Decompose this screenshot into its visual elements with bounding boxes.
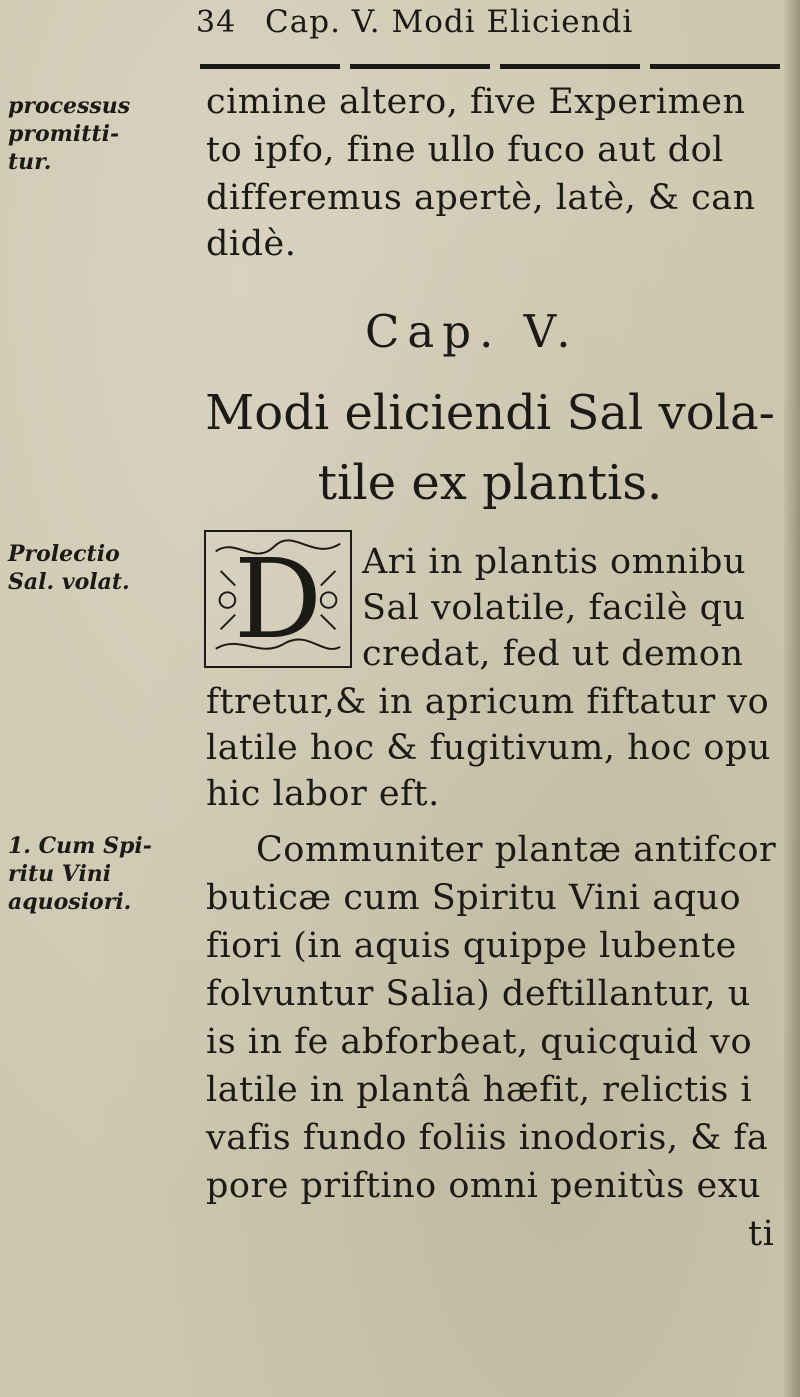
text-line: latile in plantâ hæfit, relictis i — [206, 1070, 753, 1110]
text-line: is in fe abforbeat, quicquid vo — [206, 1022, 753, 1062]
running-head-title: Cap. V. Modi Eliciendi — [265, 4, 634, 40]
header-rule — [200, 64, 780, 69]
margin-note-line: 1. Cum Spi- — [8, 833, 152, 859]
margin-note-processus — [8, 92, 188, 176]
text-line: folvuntur Salia) deftillantur, u — [206, 974, 751, 1014]
margin-note-prolectio — [8, 540, 188, 596]
text-line: vafis fundo foliis inodoris, & fa — [206, 1118, 769, 1158]
text-line: buticæ cum Spiritu Vini aquo — [206, 878, 742, 918]
page-number: 34 — [196, 5, 237, 40]
text-line: Communiter plantæ antifcor — [256, 830, 777, 870]
margin-note-line: ritu Vini — [8, 861, 112, 887]
chapter-heading: Cap. V. — [365, 305, 579, 358]
text-line: credat, fed ut demon — [362, 634, 744, 674]
text-line: cimine altero, five Experimen — [206, 82, 746, 122]
text-line: differemus apertè, latè, & can — [206, 178, 756, 218]
text-line: hic labor eft. — [206, 774, 440, 814]
text-line: pore priftino omni penitùs exu — [206, 1166, 761, 1206]
text-line: fiori (in aquis quippe lubente — [206, 926, 737, 966]
margin-note-cum-spiritu — [8, 832, 188, 916]
margin-note-line: processus — [8, 93, 131, 119]
text-line: latile hoc & fugitivum, hoc opu — [206, 728, 771, 768]
margin-note-line: promitti- — [8, 121, 120, 147]
text-line: Sal volatile, facilè qu — [362, 588, 746, 628]
chapter-title-line: Modi eliciendi Sal vola- — [205, 385, 775, 441]
drop-cap-initial — [204, 530, 352, 668]
text-line: ti — [748, 1214, 775, 1254]
text-line: to ipfo, fine ullo fuco aut dol — [206, 130, 724, 170]
running-head — [196, 4, 776, 44]
drop-cap-letter: D — [233, 535, 323, 663]
text-line: ftretur,& in apricum fiftatur vo — [206, 682, 770, 722]
page-gutter-shadow — [784, 0, 800, 1397]
text-line: Ari in plantis omnibu — [362, 542, 746, 582]
text-line: didè. — [206, 224, 297, 264]
margin-note-line: Prolectio — [8, 541, 120, 567]
chapter-title-line: tile ex plantis. — [317, 455, 663, 511]
margin-note-line: aquosiori. — [8, 889, 132, 915]
margin-note-line: Sal. volat. — [8, 569, 130, 595]
margin-note-line: tur. — [8, 149, 52, 175]
